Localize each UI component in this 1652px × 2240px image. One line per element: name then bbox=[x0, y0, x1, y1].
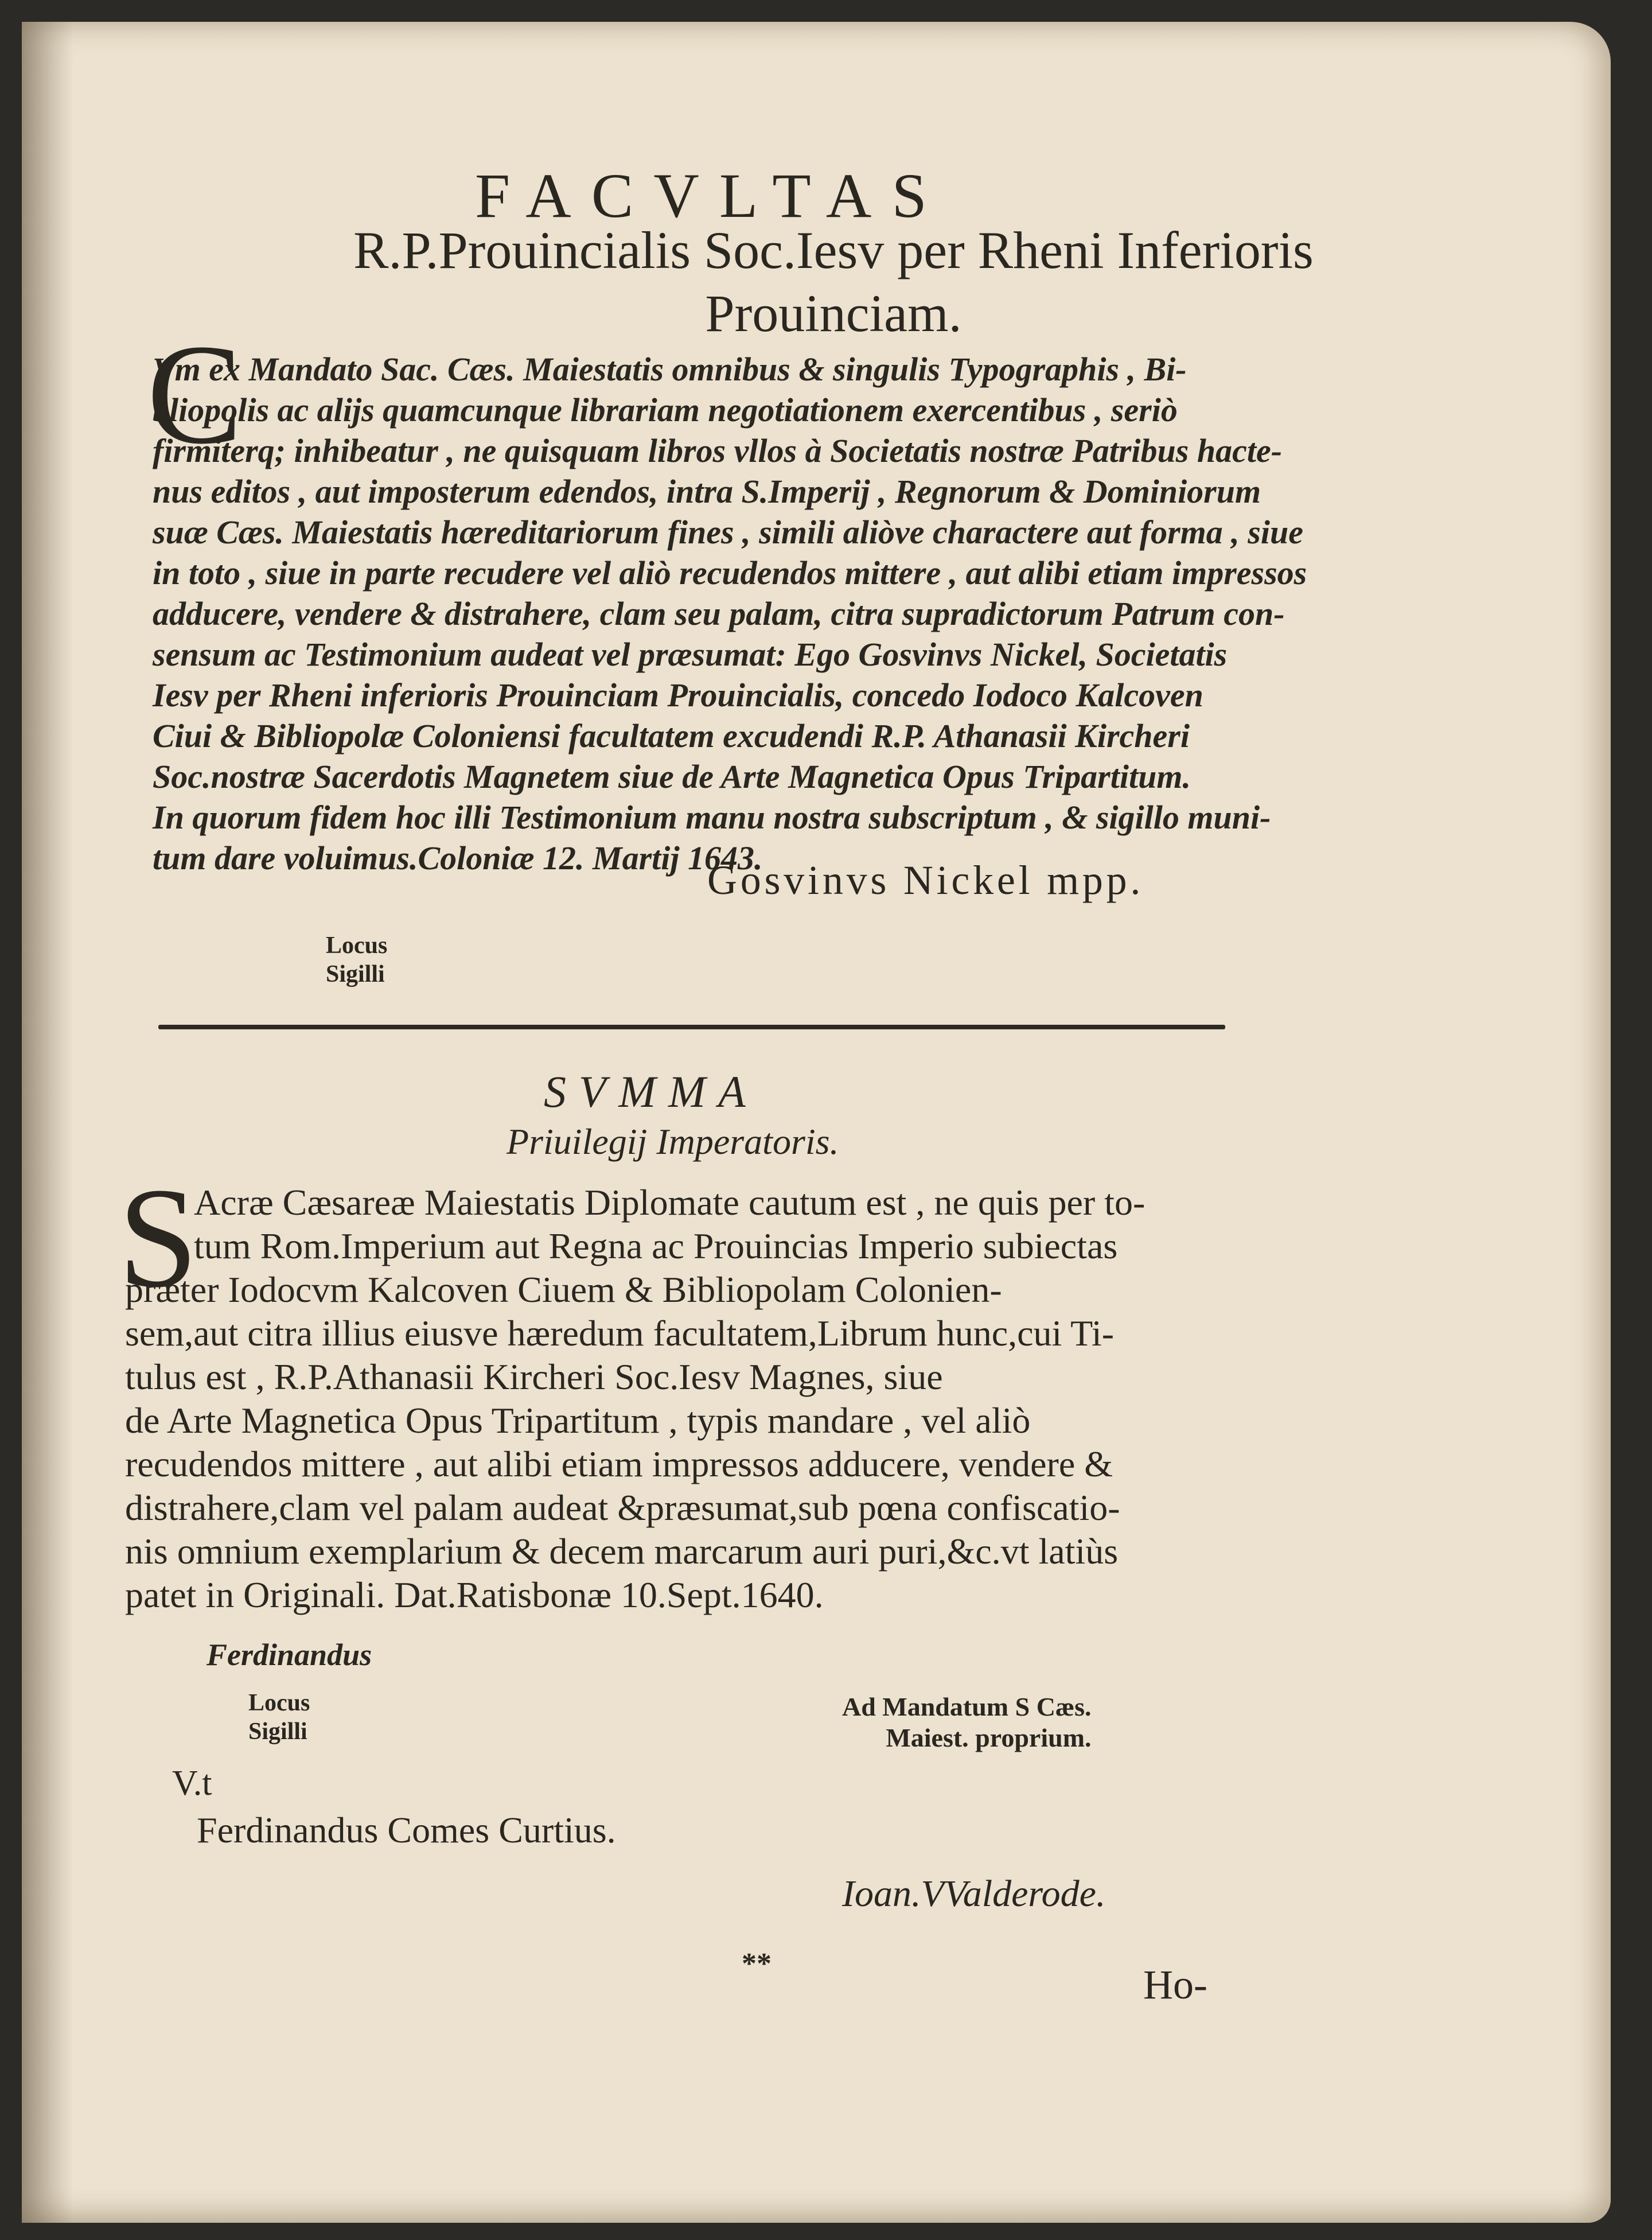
text-line: recudendos mittere , aut alibi etiam impressos adducere, vendere & bbox=[125, 1444, 1113, 1484]
seal-label-sigilli: Sigilli bbox=[248, 1718, 307, 1745]
seal-label-sigilli: Sigilli bbox=[326, 961, 385, 987]
text-line: suæ Cæs. Maiestatis hæreditariorum fines , simili aliòve charactere aut forma , siue bbox=[153, 514, 1303, 551]
section-title-facultas: FACVLTAS bbox=[475, 161, 947, 231]
facultas-body bbox=[153, 349, 1307, 878]
text-line: tulus est , R.P.Athanasii Kircheri Soc.Iesv Magnes, siue bbox=[125, 1356, 943, 1397]
text-line: patet in Originali. Dat.Ratisbonæ 10.Sept.1640. bbox=[125, 1574, 824, 1615]
mandatum-line1: Ad Mandatum S Cæs. bbox=[842, 1692, 1092, 1721]
text-line: Soc.nostræ Sacerdotis Magnetem siue de Arte Magnetica Opus Tripartitum. bbox=[153, 758, 1191, 795]
mandatum-note bbox=[842, 1691, 1092, 1753]
seal-placeholder-2 bbox=[248, 1689, 310, 1746]
seal-placeholder-1 bbox=[326, 931, 387, 989]
text-line: nus editos , aut imposterum edendos, intra S.Imperij , Regnorum & Dominiorum bbox=[153, 473, 1261, 510]
drop-cap-s: S bbox=[118, 1158, 198, 1317]
mandatum-line2: Maiest. proprium. bbox=[886, 1723, 1092, 1752]
text-line: distrahere,clam vel palam audeat &præsumat,sub pœna confiscatio- bbox=[125, 1487, 1120, 1528]
vt-mark: V.t bbox=[172, 1764, 212, 1803]
text-line: Iesv per Rheni inferioris Prouinciam Prouincialis, concedo Iodoco Kalcoven bbox=[153, 676, 1203, 714]
section-divider-rule bbox=[158, 1025, 1225, 1029]
section-subtitle-line2: Prouinciam. bbox=[705, 284, 962, 343]
text-line: de Arte Magnetica Opus Tripartitum , typis mandare , vel aliò bbox=[125, 1400, 1031, 1441]
text-line: In quorum fidem hoc illi Testimonium manu nostra subscriptum , & sigillo muni- bbox=[153, 799, 1271, 836]
catchword: Ho- bbox=[1143, 1962, 1207, 2008]
text-line: nis omnium exemplarium & decem marcarum auri puri,&c.vt latiùs bbox=[125, 1531, 1119, 1572]
text-line: tum dare voluimus.Coloniæ 12. Martij 1643. bbox=[153, 839, 763, 877]
text-line: Acræ Cæsareæ Maiestatis Diplomate cautum est , ne quis per to- bbox=[194, 1182, 1146, 1223]
text-line: Ciui & Bibliopolæ Coloniensi facultatem excudendi R.P. Athanasii Kircheri bbox=[153, 717, 1190, 755]
text-line: sem,aut citra illius eiusve hæredum facultatem,Librum hunc,cui Ti- bbox=[125, 1313, 1115, 1354]
emperor-signature: Ferdinandus bbox=[206, 1638, 372, 1672]
text-line: firmiterq; inhibeatur , ne quisquam libros vllos à Societatis nostræ Patribus hacte- bbox=[153, 432, 1283, 469]
drop-cap-c: C bbox=[147, 315, 243, 474]
signature-mark: ** bbox=[742, 1947, 772, 1980]
text-line: bliopolis ac alijs quamcunque librariam negotiationem exercentibus , seriò bbox=[153, 391, 1178, 429]
text-line: sensum ac Testimonium audeat vel præsumat: Ego Gosvinvs Nickel, Societatis bbox=[153, 636, 1228, 673]
summa-body bbox=[125, 1181, 1244, 1617]
section-subtitle-line1: R.P.Prouincialis Soc.Iesv per Rheni Inferioris bbox=[353, 221, 1314, 279]
section-subtitle-priuilegij: Priuilegij Imperatoris. bbox=[506, 1121, 839, 1162]
text-line: tum Rom.Imperium aut Regna ac Prouincias Imperio subiectas bbox=[194, 1226, 1118, 1266]
text-line: præter Iodocvm Kalcoven Ciuem & Bibliopolam Colonien- bbox=[125, 1269, 1002, 1310]
text-line: adducere, vendere & distrahere, clam seu palam, citra supradictorum Patrum con- bbox=[153, 595, 1285, 632]
book-page bbox=[22, 22, 1611, 2223]
provincial-signature: Gosvinvs Nickel mpp. bbox=[707, 857, 1144, 903]
secretary-signature: Ioan.VValderode. bbox=[842, 1873, 1106, 1915]
seal-label-locus: Locus bbox=[326, 932, 388, 959]
text-line: in toto , siue in parte recudere vel aliò recudendos mittere , aut alibi etiam impressos bbox=[153, 554, 1307, 592]
seal-label-locus: Locus bbox=[248, 1690, 310, 1716]
text-line: Vm ex Mandato Sac. Cæs. Maiestatis omnibus & singulis Typographis , Bi- bbox=[153, 351, 1187, 388]
count-signature: Ferdinandus Comes Curtius. bbox=[197, 1810, 616, 1850]
section-title-summa: SVMMA bbox=[544, 1067, 758, 1117]
